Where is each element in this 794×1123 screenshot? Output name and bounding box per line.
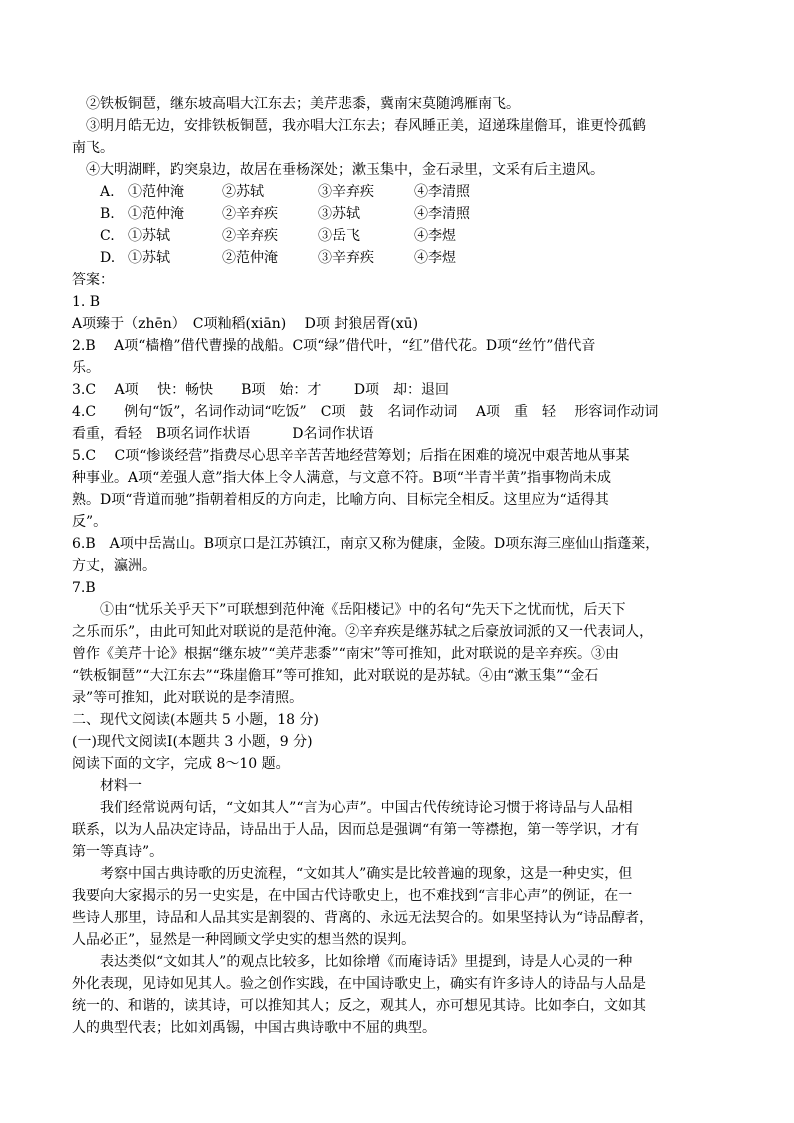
answer-7-line-1: ①由“忧乐关乎天下”可联想到范仲淹《岳阳楼记》中的名句“先天下之忧而忧，后天下 (100, 602, 626, 618)
answer-7-line-2: 之乐而乐”，由此可知此对联说的是范仲淹。②辛弃疾是继苏轼之后豪放词派的又一代表词人， (72, 624, 654, 640)
choice-cell: ④李清照 (414, 206, 470, 222)
paragraph-2-line-1: 考察中国古典诗歌的历史流程，“文如其人”确实是比较普遍的现象，这是一种史实，但 (100, 866, 633, 882)
choice-row-d (72, 247, 722, 269)
option-item-3-line-1: ③明月皓无边，安排铁板铜琶，我亦唱大江东去；春风睡正美，迢递珠崖儋耳，谁更怜孤鹤 (86, 118, 646, 134)
option-item-2: ②铁板铜琶，继东坡高唱大江东去；美芹悲黍，冀南宋莫随鸿雁南飞。 (86, 96, 520, 112)
choice-cell: ①苏轼 (128, 250, 170, 266)
answer-5-line-4: 反”。 (72, 514, 108, 530)
section-2-subtitle: (一)现代文阅读Ⅰ(本题共 3 小题，9 分) (72, 734, 313, 750)
choice-cell: ③辛弃疾 (318, 184, 374, 200)
paragraph-1-line-2: 联系，以为人品决定诗品，诗品出于人品，因而总是强调“有第一等襟抱，第一等学识，才有 (72, 822, 640, 838)
choice-letter: D. (100, 250, 116, 266)
answer-1: 1. B (72, 294, 101, 310)
choice-cell: ④李煜 (414, 228, 456, 244)
choice-cell: ④李清照 (414, 184, 470, 200)
answer-3: 3.C A项 快：畅快 B项 始：才 D项 却：退回 (72, 382, 450, 398)
choice-cell: ①苏轼 (128, 228, 170, 244)
answer-7-line-4: “铁板铜琶”“大江东去”“珠崖儋耳”等可推知，此对联说的是苏轼。④由“漱玉集”“金石 (72, 668, 599, 684)
reading-instruction: 阅读下面的文字，完成 8～10 题。 (72, 756, 290, 772)
choice-cell: ②范仲淹 (222, 250, 278, 266)
answer-2-line-2: 乐。 (72, 360, 100, 376)
choice-letter: A. (100, 184, 115, 200)
paragraph-2-line-3: 些诗人那里，诗品和人品其实是割裂的、背离的、永远无法契合的。如果坚持认为“诗品醇者， (72, 910, 654, 926)
choice-cell: ②辛弃疾 (222, 206, 278, 222)
answer-1-note: A项臻于（zhēn） C项籼稻(xiān) D项 封狼居胥(xū) (72, 316, 419, 332)
choice-cell: ①范仲淹 (128, 184, 184, 200)
paragraph-3-line-2: 外化表现，见诗如见其人。验之创作实践，在中国诗歌史上，确实有许多诗人的诗品与人品是 (72, 976, 646, 992)
document-page (72, 93, 722, 1039)
choice-cell: ③辛弃疾 (318, 250, 374, 266)
choice-letter: B. (100, 206, 115, 222)
answer-4-line-2: 看重，看轻 B项名词作状语 D名词作状语 (72, 426, 374, 442)
answer-6-line-2: 方丈，瀛洲。 (72, 558, 156, 574)
choice-cell: ②苏轼 (222, 184, 264, 200)
choice-cell: ④李煜 (414, 250, 456, 266)
choice-cell: ③岳飞 (318, 228, 360, 244)
answer-2-line-1: 2.B A项“樯橹”借代曹操的战船。C项“绿”借代叶，“红”借代花。D项“丝竹”借代音 (72, 338, 596, 354)
choice-row-c (72, 225, 722, 247)
answer-7-line-3: 曾作《美芹十论》根据“继东坡”“美芹悲黍”“南宋”等可推知，此对联说的是辛弃疾。③由 (72, 646, 619, 662)
choice-cell: ①范仲淹 (128, 206, 184, 222)
answer-6-line-1: 6.B A项中岳嵩山。B项京口是江苏镇江，南京又称为健康，金陵。D项东海三座仙山指蓬莱， (72, 536, 660, 552)
paragraph-2-line-2: 我要向大家揭示的另一史实是，在中国古代诗歌史上，也不难找到“言非心声”的例证，在一 (72, 888, 633, 904)
choice-cell: ③苏轼 (318, 206, 360, 222)
option-item-3-line-2: 南飞。 (72, 140, 114, 156)
answer-5-line-2: 种事业。A项“差强人意”指大体上令人满意，与文意不符。B项“半青半黄”指事物尚未成 (72, 470, 612, 486)
answer-4-line-1: 4.C 例句“饭”，名词作动词“吃饭” C项 鼓 名词作动词 A项 重 轻 形容词作动词 (72, 404, 659, 420)
section-2-title: 二、现代文阅读(本题共 5 小题，18 分) (72, 712, 319, 728)
paragraph-1-line-1: 我们经常说两句话，“文如其人”“言为心声”。中国古代传统诗论习惯于将诗品与人品相 (100, 800, 633, 816)
answer-5-line-3: 熟。D项“背道而驰”指朝着相反的方向走，比喻方向、目标完全相反。这里应为“适得其 (72, 492, 609, 508)
paragraph-3-line-4: 人的典型代表；比如刘禹锡，中国古典诗歌中不屈的典型。 (72, 1020, 436, 1036)
choice-cell: ②辛弃疾 (222, 228, 278, 244)
paragraph-2-line-4: 人品必正”，显然是一种罔顾文学史实的想当然的误判。 (72, 932, 416, 948)
material-label: 材料一 (100, 778, 142, 794)
paragraph-3-line-3: 统一的、和谐的，读其诗，可以推知其人；反之，观其人，亦可想见其诗。比如李白，文如其 (72, 998, 646, 1014)
choice-letter: C. (100, 228, 115, 244)
choice-row-a (72, 181, 722, 203)
paragraph-3-line-1: 表达类似“文如其人”的观点比较多，比如徐增《而庵诗话》里提到，诗是人心灵的一种 (100, 954, 633, 970)
answers-heading: 答案： (72, 272, 114, 288)
answer-7-line-5: 录”等可推知，此对联说的是李清照。 (72, 690, 304, 706)
option-item-4: ④大明湖畔，趵突泉边，故居在垂杨深处；漱玉集中，金石录里，文采有后主遗风。 (86, 162, 604, 178)
choice-row-b (72, 203, 722, 225)
answer-7: 7.B (72, 580, 96, 596)
answer-5-line-1: 5.C C项“惨谈经营”指费尽心思辛辛苦苦地经营筹划；后指在困难的境况中艰苦地从事某 (72, 448, 630, 464)
paragraph-1-line-3: 第一等真诗”。 (72, 844, 164, 860)
